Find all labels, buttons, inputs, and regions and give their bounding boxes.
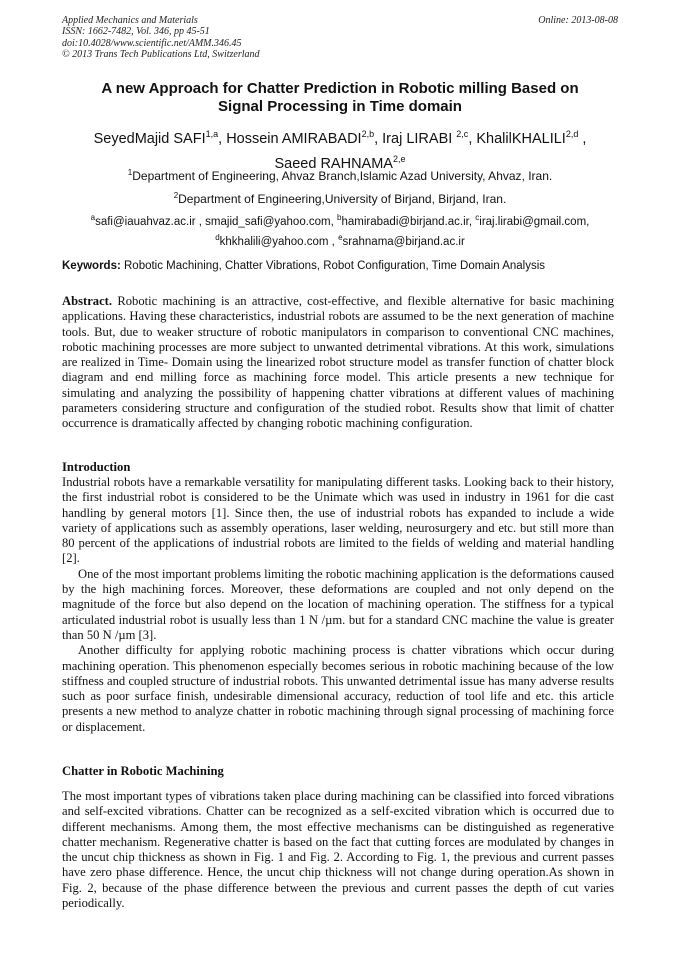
author-name: Iraj LIRABI [382, 130, 457, 147]
author-affiliation-mark: 1,a [205, 129, 219, 139]
author-affiliation-mark: 2,d [565, 129, 579, 139]
abstract-text: Robotic machining is an attractive, cost-effective, and flexible alternative for basic machining applications. Having these characteristics, industrial robots are assumed to be the next generation of machine tools. But, due to weaker structure of robotic manipulators in comparison to conventional CNC machines, robotic machining processes are more subject to unwanted detrimental vibrations. At this work, simulations are realized in Time- Domain using the linearized robot structure model as transfer function of chatter block diagram and end milling force as machining force model. This article presents a new technique for simulating and analyzing the possibility of happening chatter vibrations at different values of machining parameters considering structure and configuration of the studied robot. Results show that limit of chatter occurrence is dramatically affected by changing robotic machining configuration. [62, 294, 614, 431]
title-line-2: Signal Processing in Time domain [218, 98, 462, 115]
introduction-body [62, 475, 614, 735]
author-emails [62, 210, 618, 250]
email-mark: a [90, 213, 96, 222]
email-text[interactable]: iraj.lirabi@gmail.com, [479, 215, 590, 228]
affiliation-mark: 1 [127, 168, 133, 177]
abstract [62, 294, 614, 432]
section-heading-introduction: Introduction [62, 460, 131, 474]
section-heading-chatter: Chatter in Robotic Machining [62, 764, 224, 778]
email-text[interactable]: safi@iauahvaz.ac.ir , smajid_safi@yahoo.com, [95, 215, 338, 228]
author-affiliation-mark: 2,b [361, 129, 375, 139]
author-name: KhalilKHALILI [476, 130, 566, 147]
author-affiliation-mark: 2,c [456, 129, 469, 139]
author-separator: , [218, 130, 227, 147]
issn-line: ISSN: 1662-7482, Vol. 346, pp 45-51 [62, 26, 210, 38]
keywords [62, 259, 618, 273]
paper-title [62, 80, 618, 116]
author-affiliation-mark: 2,e [392, 153, 406, 164]
affiliation-text: Department of Engineering,University of Birjand, Birjand, Iran. [178, 192, 507, 206]
email-mark: c [475, 213, 480, 222]
journal-name: Applied Mechanics and Materials [62, 15, 198, 26]
title-line-1: A new Approach for Chatter Prediction in Robotic milling Based on [101, 80, 579, 97]
paragraph: Industrial robots have a remarkable versatility for manipulating different tasks. Looking back to their history, the first industrial robot is considered to be the Unimate which was used in industry in 1961 for die cast handling by general motors [1]. Since then, the use of industrial robots has expanded to include a wide variety of applications such as assembly operations, laser welding, neurosurgery and etc. but still more than 80 percent of the applications of industrial robots are limited to the fields of welding and material handling [2]. [62, 475, 614, 566]
affiliation-2 [62, 189, 618, 206]
affiliation-1 [62, 166, 618, 183]
paragraph: The most important types of vibrations taken place during machining can be classified into forced vibrations and self-excited vibrations. Chatter can be recognized as a self-excited vibration which is occurred due to different mechanisms. Among them, the most effective mechanisms can be distinguished as regenerative chatter mechanism. Regenerative chatter is based on the fact that cutting forces are modulated by changes in the uncut chip thickness as shown in Fig. 1 and Fig. 2. According to Fig. 1, the previous and current passes have zero phase difference. Hence, the uncut chip thickness will not change during operation.As shown in Fig. 2, because of the phase difference between the previous and current passes the depth of cut varies periodically. [62, 789, 614, 911]
paragraph: One of the most important problems limiting the robotic machining application is the deformations caused by the high machining forces. Moreover, these deformations are coupled and not only depend on the magnitude of the force but also depend on the location of machining operation. The stiffness for a typical articulated industrial robot is usually less than 1 N /µm. but for a standard CNC machine the value is greater than 50 N /µm [3]. [62, 566, 614, 642]
affiliation-mark: 2 [173, 191, 179, 200]
author-separator: , [578, 130, 587, 147]
author-name: Saeed RAHNAMA [274, 155, 393, 172]
keywords-text: Robotic Machining, Chatter Vibrations, Robot Configuration, Time Domain Analysis [120, 260, 546, 272]
email-mark: d [215, 232, 220, 242]
author-separator: , [468, 130, 477, 147]
keywords-label: Keywords: [62, 260, 121, 272]
author-name: Hossein AMIRABADI [226, 130, 362, 147]
doi-line: doi:10.4028/www.scientific.net/AMM.346.45 [62, 37, 242, 49]
online-date: Online: 2013-08-08 [538, 15, 618, 26]
email-text[interactable]: hamirabadi@birjand.ac.ir, [341, 215, 476, 228]
author-separator: , [374, 130, 383, 147]
email-mark: b [337, 213, 342, 222]
affiliation-text: Department of Engineering, Ahvaz Branch,Islamic Azad University, Ahvaz, Iran. [132, 169, 553, 183]
copyright-line: © 2013 Trans Tech Publications Ltd, Switzerland [62, 49, 260, 61]
chatter-body [62, 789, 614, 911]
email-text[interactable]: khkhalili@yahoo.com , [219, 235, 339, 248]
author-name: SeyedMajid SAFI [93, 130, 206, 147]
journal-header [62, 15, 618, 61]
email-mark: e [338, 232, 343, 242]
email-text[interactable]: srahnama@birjand.ac.ir [342, 235, 465, 248]
abstract-label: Abstract. [62, 294, 113, 308]
paragraph: Another difficulty for applying robotic machining process is chatter vibrations which occur during machining operation. This phenomenon especially becomes serious in robotic machining because of the low stiffness and coupled structure of industrial robots. This unwanted detrimental issue has many adverse results such as poor surface finish, undesirable dimensional accuracy, reduction of tool life and etc. this article presents a new method to analyze chatter in robotic machining through signal processing of machining force or displacement. [62, 643, 614, 734]
